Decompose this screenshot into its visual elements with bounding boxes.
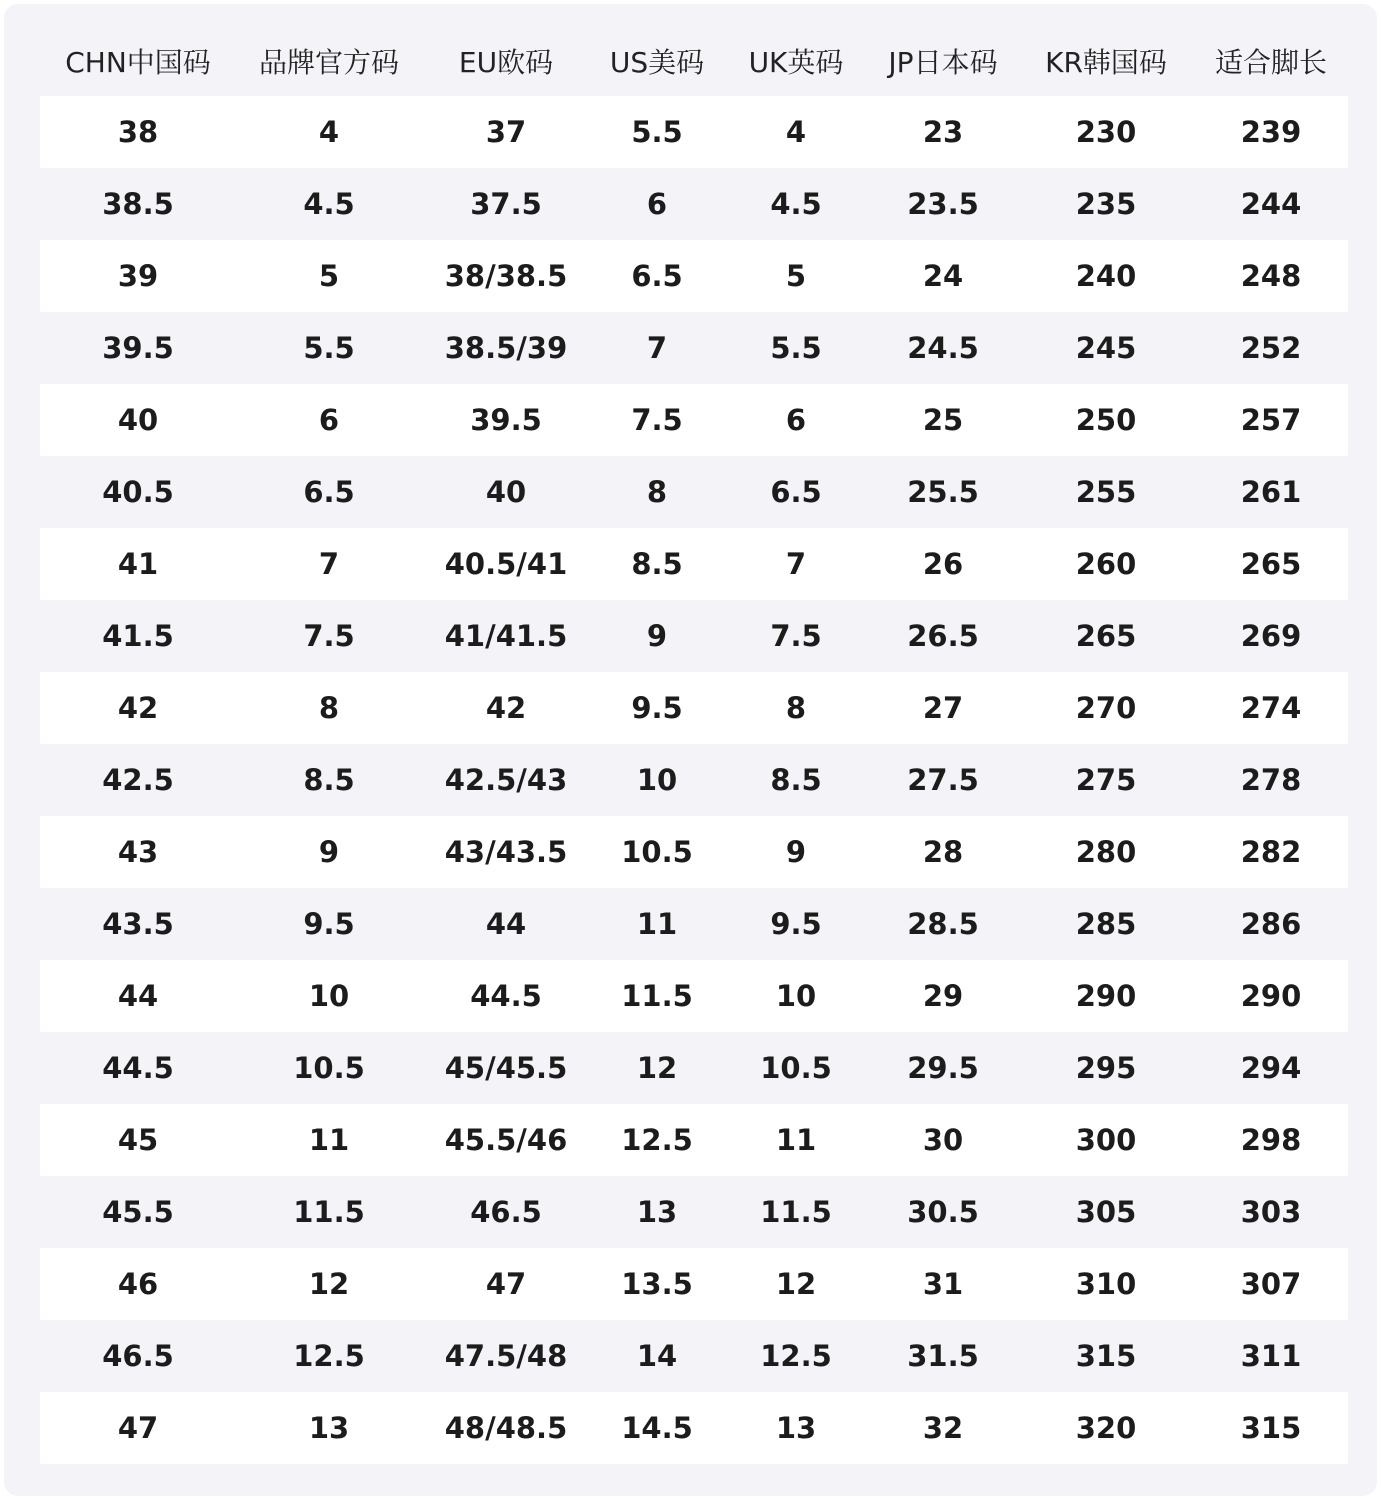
cell-us-size: 14 bbox=[636, 1339, 678, 1373]
cell-eu-size: 47 bbox=[485, 1267, 527, 1301]
table-row bbox=[40, 1320, 1348, 1392]
cell-uk-size: 12 bbox=[775, 1267, 817, 1301]
cell-us-size: 9.5 bbox=[631, 691, 683, 725]
table-row bbox=[40, 312, 1348, 384]
cell-brand-size: 10.5 bbox=[293, 1051, 365, 1085]
cell-kr-size: 315 bbox=[1075, 1339, 1137, 1373]
cell-uk-size: 8 bbox=[785, 691, 807, 725]
cell-uk-size: 12.5 bbox=[760, 1339, 832, 1373]
table-row bbox=[40, 1392, 1348, 1464]
cell-foot-length: 239 bbox=[1240, 115, 1302, 149]
cell-kr-size: 290 bbox=[1075, 979, 1137, 1013]
cell-brand-size: 9 bbox=[318, 835, 340, 869]
cell-chn-size: 39.5 bbox=[102, 331, 174, 365]
cell-eu-size: 39.5 bbox=[470, 403, 542, 437]
cell-brand-size: 7 bbox=[318, 547, 340, 581]
table-row bbox=[40, 96, 1348, 168]
cell-eu-size: 41/41.5 bbox=[444, 619, 568, 653]
cell-jp-size: 27 bbox=[922, 691, 964, 725]
cell-kr-size: 305 bbox=[1075, 1195, 1137, 1229]
cell-chn-size: 38 bbox=[117, 115, 159, 149]
cell-kr-size: 230 bbox=[1075, 115, 1137, 149]
cell-uk-size: 10 bbox=[775, 979, 817, 1013]
cell-foot-length: 294 bbox=[1240, 1051, 1302, 1085]
cell-brand-size: 12 bbox=[308, 1267, 350, 1301]
table-row bbox=[40, 528, 1348, 600]
cell-brand-size: 6.5 bbox=[303, 475, 355, 509]
cell-kr-size: 260 bbox=[1075, 547, 1137, 581]
cell-kr-size: 240 bbox=[1075, 259, 1137, 293]
cell-uk-size: 7.5 bbox=[770, 619, 822, 653]
table-header bbox=[40, 26, 1348, 96]
cell-eu-size: 46.5 bbox=[470, 1195, 542, 1229]
cell-uk-size: 11.5 bbox=[760, 1195, 832, 1229]
cell-brand-size: 11.5 bbox=[293, 1195, 365, 1229]
table-row bbox=[40, 744, 1348, 816]
cell-chn-size: 45 bbox=[117, 1123, 159, 1157]
table-row bbox=[40, 1032, 1348, 1104]
cell-brand-size: 8.5 bbox=[303, 763, 355, 797]
cell-eu-size: 42.5/43 bbox=[444, 763, 568, 797]
cell-us-size: 11.5 bbox=[621, 979, 693, 1013]
cell-us-size: 8 bbox=[646, 475, 668, 509]
cell-uk-size: 5.5 bbox=[770, 331, 822, 365]
cell-us-size: 10 bbox=[636, 763, 678, 797]
cell-kr-size: 265 bbox=[1075, 619, 1137, 653]
cell-kr-size: 285 bbox=[1075, 907, 1137, 941]
cell-us-size: 12 bbox=[636, 1051, 678, 1085]
cell-jp-size: 23 bbox=[922, 115, 964, 149]
cell-jp-size: 26 bbox=[922, 547, 964, 581]
header-chn-size: CHN中国码 bbox=[65, 46, 211, 79]
cell-eu-size: 45/45.5 bbox=[444, 1051, 568, 1085]
cell-jp-size: 23.5 bbox=[907, 187, 979, 221]
cell-brand-size: 13 bbox=[308, 1411, 350, 1445]
cell-us-size: 11 bbox=[636, 907, 678, 941]
cell-eu-size: 38.5/39 bbox=[444, 331, 568, 365]
cell-chn-size: 43 bbox=[117, 835, 159, 869]
cell-eu-size: 47.5/48 bbox=[444, 1339, 568, 1373]
cell-kr-size: 270 bbox=[1075, 691, 1137, 725]
cell-chn-size: 45.5 bbox=[102, 1195, 174, 1229]
cell-brand-size: 9.5 bbox=[303, 907, 355, 941]
cell-foot-length: 274 bbox=[1240, 691, 1302, 725]
cell-chn-size: 44 bbox=[117, 979, 159, 1013]
cell-jp-size: 25 bbox=[922, 403, 964, 437]
cell-eu-size: 40.5/41 bbox=[444, 547, 568, 581]
header-jp-size: JP日本码 bbox=[888, 46, 998, 79]
cell-kr-size: 255 bbox=[1075, 475, 1137, 509]
cell-kr-size: 295 bbox=[1075, 1051, 1137, 1085]
table-row bbox=[40, 240, 1348, 312]
cell-eu-size: 42 bbox=[485, 691, 527, 725]
cell-eu-size: 43/43.5 bbox=[444, 835, 568, 869]
cell-foot-length: 248 bbox=[1240, 259, 1302, 293]
cell-chn-size: 42 bbox=[117, 691, 159, 725]
cell-uk-size: 13 bbox=[775, 1411, 817, 1445]
cell-chn-size: 44.5 bbox=[102, 1051, 174, 1085]
cell-us-size: 6 bbox=[646, 187, 668, 221]
table-body bbox=[40, 96, 1348, 1464]
cell-foot-length: 298 bbox=[1240, 1123, 1302, 1157]
table-row bbox=[40, 168, 1348, 240]
cell-kr-size: 320 bbox=[1075, 1411, 1137, 1445]
cell-us-size: 12.5 bbox=[621, 1123, 693, 1157]
cell-foot-length: 315 bbox=[1240, 1411, 1302, 1445]
cell-us-size: 7 bbox=[646, 331, 668, 365]
cell-foot-length: 307 bbox=[1240, 1267, 1302, 1301]
cell-jp-size: 24.5 bbox=[907, 331, 979, 365]
cell-eu-size: 48/48.5 bbox=[444, 1411, 568, 1445]
cell-chn-size: 40 bbox=[117, 403, 159, 437]
cell-jp-size: 31.5 bbox=[907, 1339, 979, 1373]
table-row bbox=[40, 816, 1348, 888]
cell-us-size: 6.5 bbox=[631, 259, 683, 293]
header-foot-length: 适合脚长 bbox=[1214, 46, 1327, 79]
table-row bbox=[40, 1176, 1348, 1248]
table-row bbox=[40, 1248, 1348, 1320]
table-row bbox=[40, 384, 1348, 456]
table-row bbox=[40, 672, 1348, 744]
cell-eu-size: 44 bbox=[485, 907, 527, 941]
cell-kr-size: 250 bbox=[1075, 403, 1137, 437]
cell-chn-size: 47 bbox=[117, 1411, 159, 1445]
cell-kr-size: 310 bbox=[1075, 1267, 1137, 1301]
cell-us-size: 14.5 bbox=[621, 1411, 693, 1445]
cell-brand-size: 11 bbox=[308, 1123, 350, 1157]
cell-brand-size: 8 bbox=[318, 691, 340, 725]
cell-foot-length: 265 bbox=[1240, 547, 1302, 581]
cell-jp-size: 31 bbox=[922, 1267, 964, 1301]
cell-kr-size: 300 bbox=[1075, 1123, 1137, 1157]
cell-uk-size: 6 bbox=[785, 403, 807, 437]
cell-brand-size: 4 bbox=[318, 115, 340, 149]
header-brand-size: 品牌官方码 bbox=[258, 46, 399, 79]
cell-uk-size: 4 bbox=[785, 115, 807, 149]
cell-jp-size: 25.5 bbox=[907, 475, 979, 509]
cell-jp-size: 30 bbox=[922, 1123, 964, 1157]
cell-brand-size: 10 bbox=[308, 979, 350, 1013]
cell-brand-size: 7.5 bbox=[303, 619, 355, 653]
cell-jp-size: 30.5 bbox=[907, 1195, 979, 1229]
cell-uk-size: 9 bbox=[785, 835, 807, 869]
cell-foot-length: 252 bbox=[1240, 331, 1302, 365]
header-kr-size: KR韩国码 bbox=[1045, 46, 1167, 79]
cell-foot-length: 257 bbox=[1240, 403, 1302, 437]
cell-foot-length: 286 bbox=[1240, 907, 1302, 941]
cell-eu-size: 40 bbox=[485, 475, 527, 509]
cell-chn-size: 41 bbox=[117, 547, 159, 581]
table-row bbox=[40, 456, 1348, 528]
cell-uk-size: 11 bbox=[775, 1123, 817, 1157]
cell-chn-size: 38.5 bbox=[102, 187, 174, 221]
cell-us-size: 13 bbox=[636, 1195, 678, 1229]
cell-foot-length: 303 bbox=[1240, 1195, 1302, 1229]
table-row bbox=[40, 600, 1348, 672]
cell-chn-size: 41.5 bbox=[102, 619, 174, 653]
cell-jp-size: 32 bbox=[922, 1411, 964, 1445]
cell-us-size: 7.5 bbox=[631, 403, 683, 437]
cell-eu-size: 38/38.5 bbox=[444, 259, 568, 293]
cell-eu-size: 37.5 bbox=[470, 187, 542, 221]
cell-kr-size: 235 bbox=[1075, 187, 1137, 221]
cell-uk-size: 9.5 bbox=[770, 907, 822, 941]
cell-jp-size: 27.5 bbox=[907, 763, 979, 797]
cell-foot-length: 311 bbox=[1240, 1339, 1302, 1373]
table-row bbox=[40, 1104, 1348, 1176]
cell-chn-size: 42.5 bbox=[102, 763, 174, 797]
cell-us-size: 8.5 bbox=[631, 547, 683, 581]
cell-kr-size: 245 bbox=[1075, 331, 1137, 365]
cell-jp-size: 28 bbox=[922, 835, 964, 869]
cell-eu-size: 37 bbox=[485, 115, 527, 149]
cell-foot-length: 269 bbox=[1240, 619, 1302, 653]
cell-uk-size: 8.5 bbox=[770, 763, 822, 797]
cell-brand-size: 5.5 bbox=[303, 331, 355, 365]
cell-brand-size: 6 bbox=[318, 403, 340, 437]
table-row bbox=[40, 888, 1348, 960]
cell-jp-size: 29 bbox=[922, 979, 964, 1013]
cell-us-size: 13.5 bbox=[621, 1267, 693, 1301]
cell-uk-size: 10.5 bbox=[760, 1051, 832, 1085]
cell-chn-size: 40.5 bbox=[102, 475, 174, 509]
cell-us-size: 9 bbox=[646, 619, 668, 653]
cell-uk-size: 5 bbox=[785, 259, 807, 293]
cell-uk-size: 4.5 bbox=[770, 187, 822, 221]
cell-us-size: 5.5 bbox=[631, 115, 683, 149]
cell-foot-length: 261 bbox=[1240, 475, 1302, 509]
cell-uk-size: 7 bbox=[785, 547, 807, 581]
cell-foot-length: 282 bbox=[1240, 835, 1302, 869]
cell-eu-size: 45.5/46 bbox=[444, 1123, 568, 1157]
header-eu-size: EU欧码 bbox=[458, 46, 554, 79]
cell-foot-length: 290 bbox=[1240, 979, 1302, 1013]
cell-us-size: 10.5 bbox=[621, 835, 693, 869]
cell-jp-size: 29.5 bbox=[907, 1051, 979, 1085]
header-uk-size: UK英码 bbox=[748, 46, 844, 79]
cell-uk-size: 6.5 bbox=[770, 475, 822, 509]
table-row bbox=[40, 960, 1348, 1032]
cell-brand-size: 12.5 bbox=[293, 1339, 365, 1373]
cell-chn-size: 46.5 bbox=[102, 1339, 174, 1373]
cell-jp-size: 24 bbox=[922, 259, 964, 293]
cell-kr-size: 280 bbox=[1075, 835, 1137, 869]
cell-kr-size: 275 bbox=[1075, 763, 1137, 797]
cell-jp-size: 28.5 bbox=[907, 907, 979, 941]
cell-brand-size: 4.5 bbox=[303, 187, 355, 221]
cell-foot-length: 278 bbox=[1240, 763, 1302, 797]
header-us-size: US美码 bbox=[609, 46, 705, 79]
cell-chn-size: 43.5 bbox=[102, 907, 174, 941]
cell-chn-size: 46 bbox=[117, 1267, 159, 1301]
cell-chn-size: 39 bbox=[117, 259, 159, 293]
cell-brand-size: 5 bbox=[318, 259, 340, 293]
cell-jp-size: 26.5 bbox=[907, 619, 979, 653]
cell-eu-size: 44.5 bbox=[470, 979, 542, 1013]
size-chart bbox=[4, 4, 1377, 1496]
cell-foot-length: 244 bbox=[1240, 187, 1302, 221]
